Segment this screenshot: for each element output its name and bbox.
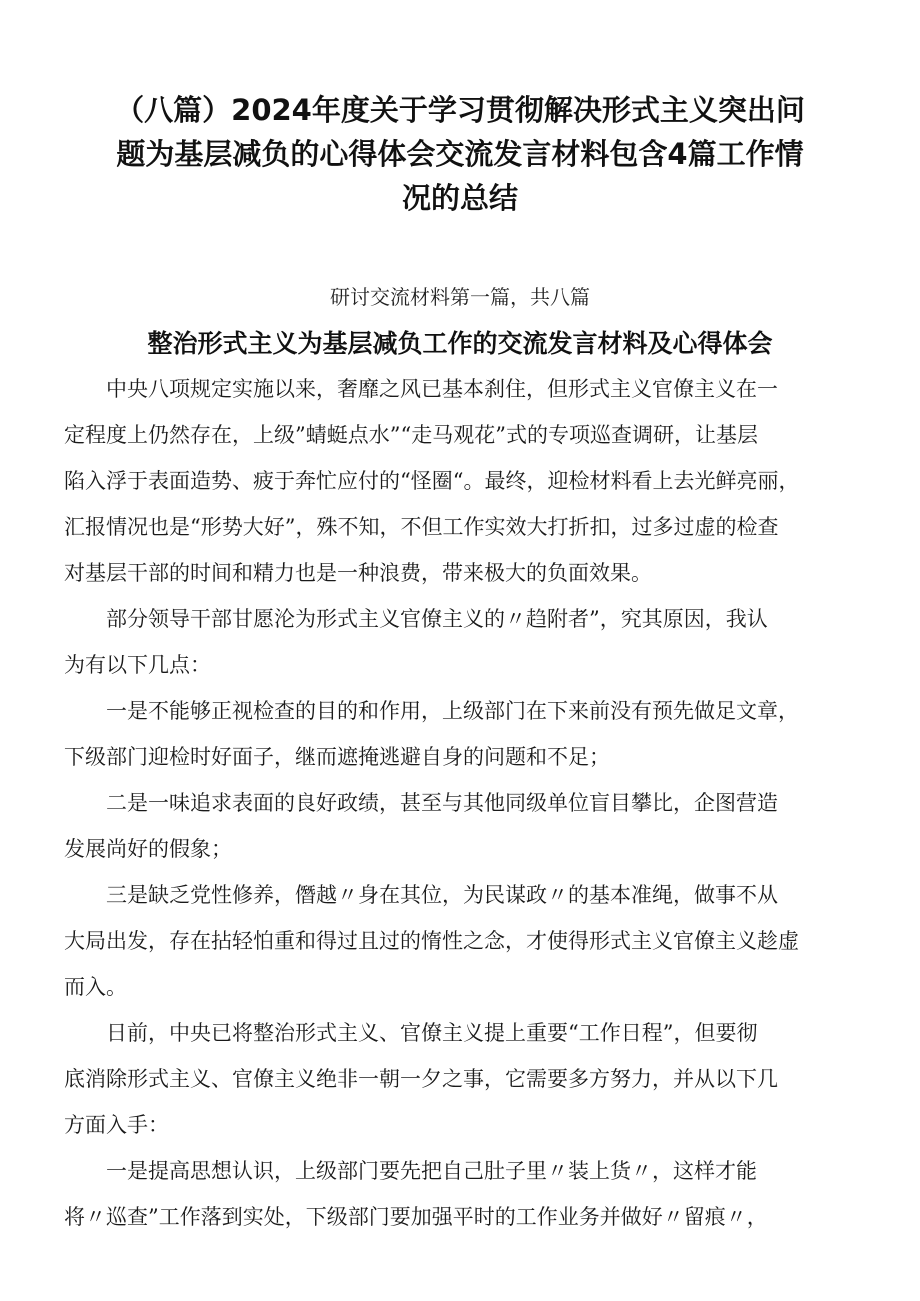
document-body xyxy=(64,366,864,1240)
paragraph xyxy=(64,1010,864,1148)
paragraph-line: 二是一味追求表面的良好政绩，甚至与其他同级单位盲目攀比，企图营造 xyxy=(106,791,778,815)
paragraph xyxy=(64,1148,864,1240)
paragraph-line: 一是不能够正视检查的目的和作用，上级部门在下来前没有预先做足文章， xyxy=(106,699,799,723)
paragraph-line: 中央八项规定实施以来，奢靡之风已基本刹住，但形式主义官僚主义在一 xyxy=(106,377,778,401)
paragraph-line: 日前，中央已将整治形式主义、官僚主义提上重要“工作日程”，但要彻 xyxy=(106,1021,758,1045)
title-line-3: 况的总结 xyxy=(401,181,518,215)
title-line-1: （八篇）2024年度关于学习贯彻解决形式主义突出问 xyxy=(115,93,805,127)
paragraph-line: 一是提高思想认识，上级部门要先把自己肚子里〃装上货〃，这样才能 xyxy=(106,1159,757,1183)
paragraph-line: 下级部门迎检时好面子，继而遮掩逃避自身的问题和不足； xyxy=(64,745,610,769)
paragraph-line: 大局出发，存在拈轻怕重和得过且过的惰性之念，才使得形式主义官僚主义趁虚 xyxy=(64,929,799,953)
paragraph-line: 三是缺乏党性修养，僭越〃身在其位，为民谋政〃的基本准绳，做事不从 xyxy=(106,883,778,907)
paragraph-line: 定程度上仍然存在，上级”蜻蜓点水”“走马观花”式的专项巡查调研，让基层 xyxy=(64,423,758,447)
series-label: 研讨交流材料第一篇，共八篇 xyxy=(330,285,590,309)
paragraph xyxy=(64,688,864,780)
paragraph xyxy=(64,872,864,1010)
paragraph-line: 为有以下几点： xyxy=(64,653,211,677)
paragraph-line: 汇报情况也是“形势大好”，殊不知，不但工作实效大打折扣，过多过虚的检查 xyxy=(64,515,779,539)
paragraph-line: 底消除形式主义、官僚主义绝非一朝一夕之事，它需要多方努力，并从以下几 xyxy=(64,1067,778,1091)
paragraph-line: 发展尚好的假象； xyxy=(64,837,232,861)
section-heading: 整治形式主义为基层减负工作的交流发言材料及心得体会 xyxy=(147,329,773,358)
paragraph-line: 方面入手： xyxy=(64,1113,169,1137)
paragraph xyxy=(64,596,864,688)
paragraph xyxy=(64,366,864,596)
paragraph-line: 对基层干部的时间和精力也是一种浪费，带来极大的负面效果。 xyxy=(64,561,652,585)
title-line-2: 题为基层减负的心得体会交流发言材料包含4篇工作情 xyxy=(116,137,804,171)
paragraph-line: 而入。 xyxy=(64,975,127,999)
paragraph xyxy=(64,780,864,872)
paragraph-line: 将〃巡查”工作落到实处，下级部门要加强平时的工作业务并做好〃留痕〃， xyxy=(64,1205,768,1229)
paragraph-line: 部分领导干部甘愿沦为形式主义官僚主义的〃趋附者”，究其原因，我认 xyxy=(106,607,768,631)
paragraph-line: 陷入浮于表面造势、疲于奔忙应付的“怪圈“。最终，迎检材料看上去光鲜亮丽， xyxy=(64,469,800,493)
document-title xyxy=(80,88,840,220)
